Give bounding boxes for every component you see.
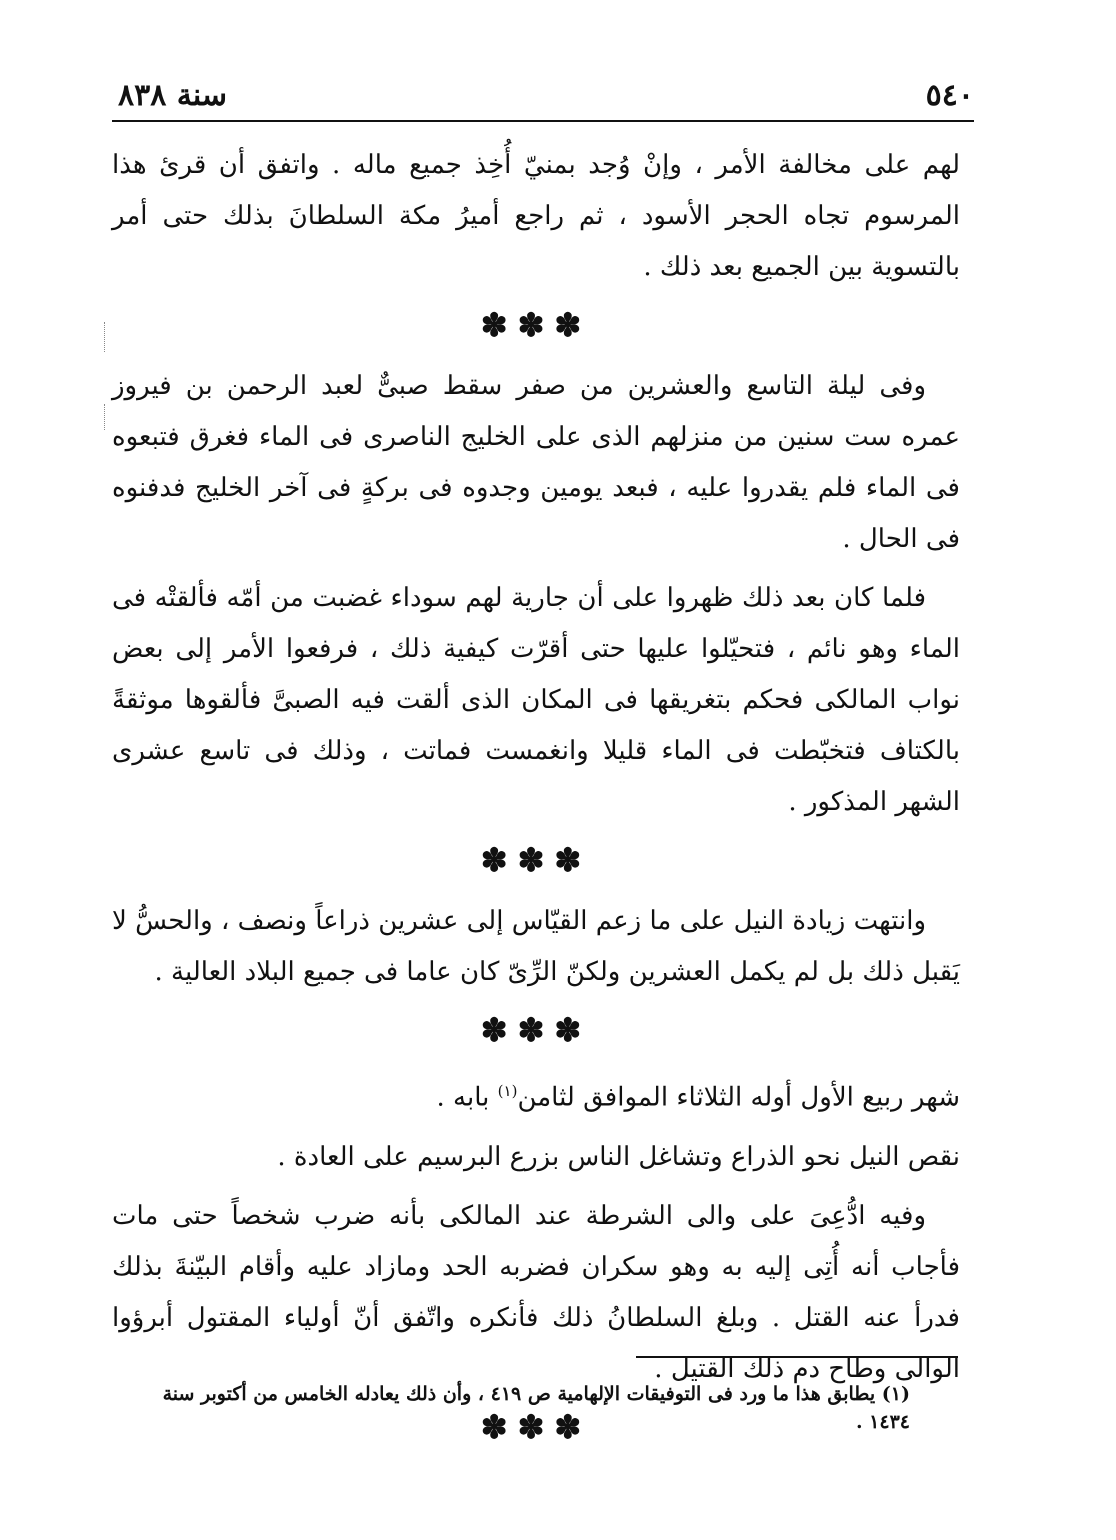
section-separator: ✽✽✽ [480,1407,592,1446]
paragraph: وفى ليلة التاسع والعشرين من صفر سقط صبىٌّ لعبد الرحمن بن فيروز عمره ست سنين من منزلهم الذى على الخليج الناصرى فى الماء فغرق فتبعوه فى الماء فلم يقدروا عليه ، فبعد يومين وجدوه فى بركةٍ فى آخر الخليج فدفنوه فى الحال . [112,371,960,554]
footnote-marker[interactable]: (١) [497,1082,518,1100]
paragraph: لهم على مخالفة الأمر ، وإنْ وُجد بمنيّ أُخِذ جميع ماله . واتفق أن قرئ هذا المرسوم تجاه الحجر الأسود ، ثم راجع أميرُ مكة السلطانَ بذلك حتى أمر بالتسوية بين الجميع بعد ذلك . [112,150,960,282]
paragraph-text: شهر ربيع الأول أوله الثلاثاء الموافق لثامن [517,1082,960,1113]
paragraph-text: بابه . [436,1082,498,1113]
running-header [118,72,974,116]
main-text [112,140,960,1463]
margin-mark [104,404,105,430]
paragraph [112,1066,960,1124]
paragraph: نقص النيل نحو الذراع وتشاغل الناس بزرع البرسيم على العادة . [277,1141,960,1172]
section-separator: ✽✽✽ [480,306,592,344]
paragraph: وانتهت زيادة النيل على ما زعم القيّاس إلى عشرين ذراعاً ونصف ، والحسُّ لا يَقبل ذلك بل لم يكمل العشرين ولكنّ الرِّىّ كان عاما فى جميع البلاد العالية . [112,906,960,987]
margin-mark [104,322,105,352]
section-separator: ✽✽✽ [480,841,592,879]
page-number: ٥٤٠ [925,78,974,113]
footnote-rule [636,1356,958,1358]
paragraph: فلما كان بعد ذلك ظهروا على أن جارية لهم سوداء غضبت من أمّه فألقتْه فى الماء وهو نائم ، فتحيّلوا عليها حتى أقرّت كيفية ذلك ، فرفعوا الأمر إلى بعض نواب المالكى فحكم بتغريقها فى المكان الذى ألقت فيه الصبىَّ فألقوها موثقةً بالكتاف فتخبّطت فى الماء قليلا وانغمست فماتت ، وذلك فى تاسع عشرى الشهر المذكور . [112,583,960,817]
section-separator: ✽✽✽ [480,1011,592,1049]
running-head-year: سنة ٨٣٨ [118,78,228,113]
header-rule [112,120,974,122]
paragraph: وفيه ادُّعِىَ على والى الشرطة عند المالكى بأنه ضرب شخصاً حتى مات فأجاب أنه أُتِى إليه به وهو سكران فضربه الحد ومازاد عليه وأقام البيّنةَ بذلك فدرأ عنه القتل . وبلغ السلطانُ ذلك فأنكره واتّفق أنّ أولياء المقتول أبرؤوا الوالى وطاح دم ذلك القتيل . [112,1200,960,1384]
footnote: (١) يطابق هذا ما ورد فى التوفيقات الإلهامية ص ٤١٩ ، وأن ذلك يعادله الخامس من أكتوبر سنة ١٤٣٤ . [162,1383,910,1433]
